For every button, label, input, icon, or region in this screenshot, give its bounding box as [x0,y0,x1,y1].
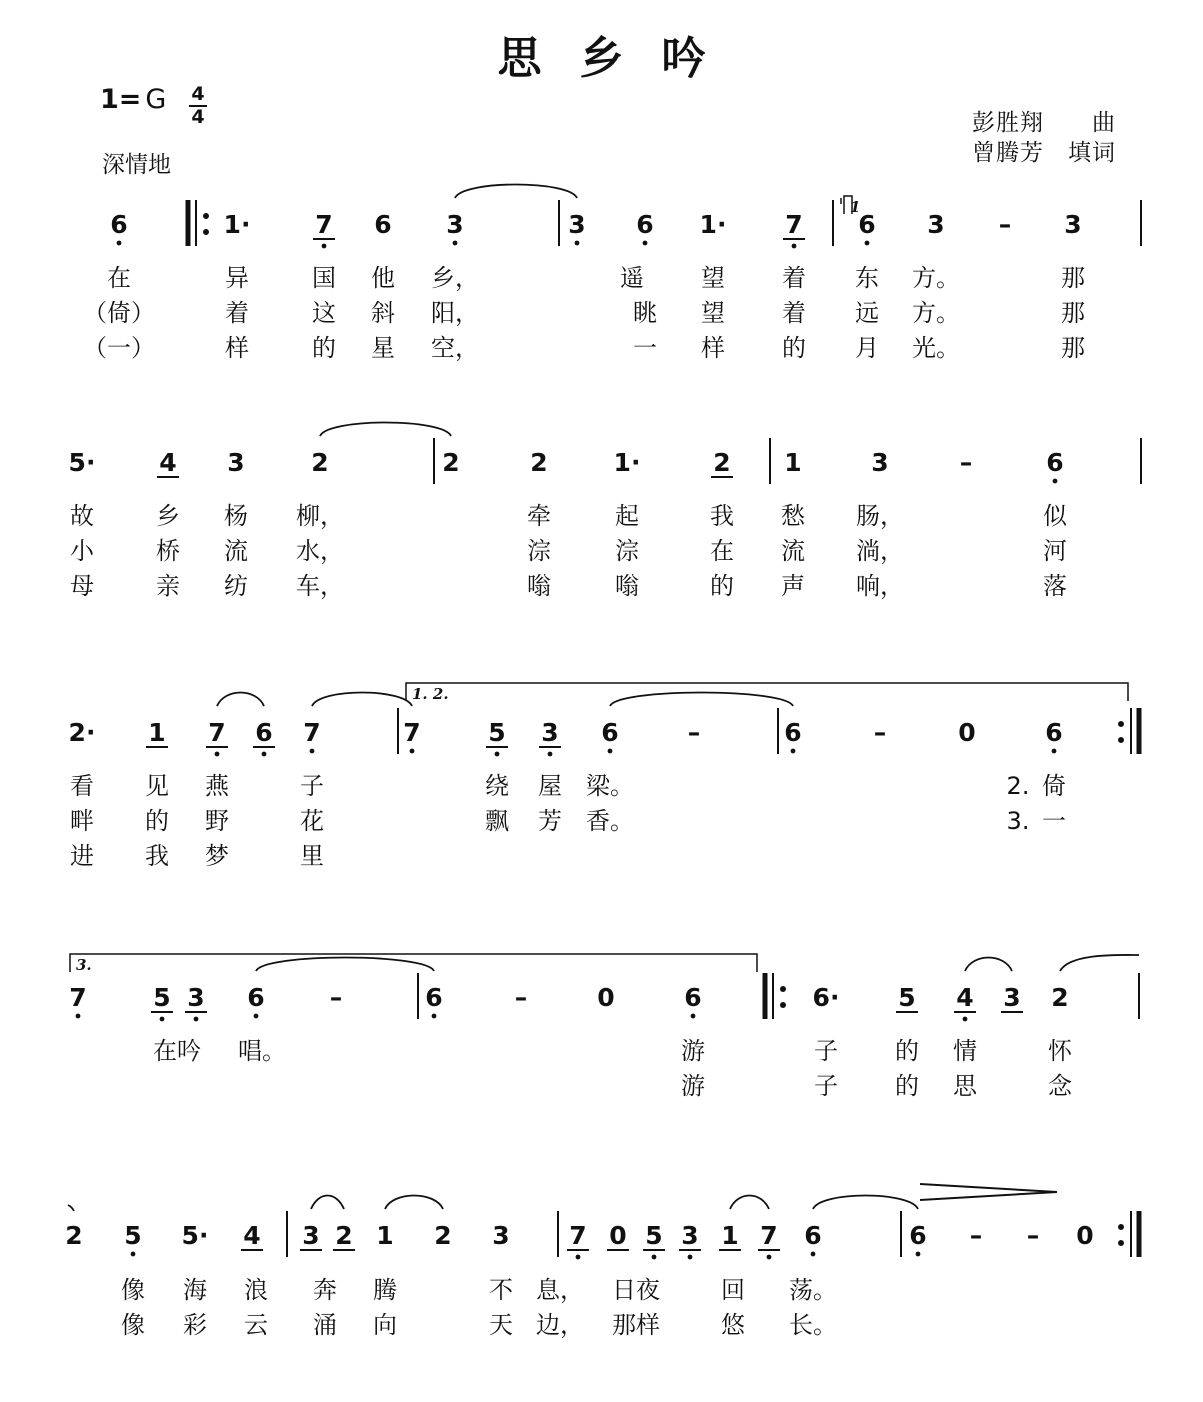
lyric-syllable: 念 [1048,1072,1072,1100]
lyric-syllable: 星 [371,334,395,362]
key-note: G [145,84,167,115]
lyric-syllable: 日夜 [612,1276,660,1304]
octave-dot-below [117,241,122,246]
lyric-syllable: 子 [814,1037,838,1065]
note: 7 [569,1221,587,1250]
repeat-dot [203,229,209,235]
note: 6 [1046,448,1064,477]
octave-dot-below [688,1255,693,1260]
lyric-syllable: 像 [121,1311,145,1339]
lyric-syllable: 花 [300,807,324,835]
lyric-syllable: 望 [701,264,725,292]
note: 6 [601,718,619,747]
note: – [329,983,343,1012]
note: 6 [909,1221,927,1250]
lyric-syllable: 情 [953,1037,977,1065]
octave-dot-below [767,1255,772,1260]
note: 0 [597,983,615,1012]
time-signature-bottom: 4 [191,106,205,128]
octave-dot-below [262,752,267,757]
composer-credit: 彭胜翔 曲 [972,110,1116,136]
octave-dot-below [548,752,553,757]
note: 3 [927,210,945,239]
lyric-syllable: 彩 [183,1311,207,1339]
lyric-syllable: 的 [145,807,169,835]
note: 5 [645,1221,663,1250]
note: 6 [247,983,265,1012]
note: 1 [376,1221,394,1250]
lyric-syllable: 子 [814,1072,838,1100]
lyric-syllable: 思 [953,1072,977,1100]
lyric-syllable: 望 [701,299,725,327]
lyric-syllable: 子 [300,772,324,800]
lyric-syllable: 方。 [912,264,960,292]
tie-slur [320,423,451,437]
note: 0 [1076,1221,1094,1250]
octave-dot-below [576,1255,581,1260]
note: 5· [181,1221,209,1250]
note: 2 [713,448,731,477]
note: 6 [636,210,654,239]
lyric-syllable: 腾 [373,1276,397,1304]
lyric-syllable: 母 [70,572,94,600]
octave-dot-below [495,752,500,757]
lyric-syllable: 在吟 [153,1037,201,1065]
octave-dot-below [691,1014,696,1019]
octave-dot-below [310,749,315,754]
lyric-syllable: 车， [296,572,344,600]
note: 7 [403,718,421,747]
lyric-syllable: 那样 [612,1311,660,1339]
lyric-syllable: 阳， [431,299,479,327]
key-prefix: 1= [100,84,142,115]
lyric-syllable: 一 [1042,807,1066,835]
octave-dot-below [1053,479,1058,484]
octave-dot-below [160,1017,165,1022]
lyric-syllable: 3. [1006,807,1030,835]
page-title: 思乡吟 [497,33,744,84]
lyric-syllable: 海 [183,1276,207,1304]
lyric-syllable: 嗡 [527,572,551,600]
note: 3 [302,1221,320,1250]
note: – [687,718,701,747]
note: 1 [148,718,166,747]
note: 2 [311,448,329,477]
note: 3 [541,718,559,747]
note: 6 [804,1221,822,1250]
lyric-syllable: 着 [782,264,806,292]
note: 5 [898,983,916,1012]
tempo-marking: 深情地 [102,152,171,178]
octave-dot-below [575,241,580,246]
note: 5· [68,448,96,477]
lyric-syllable: 天 [489,1311,513,1339]
lyric-syllable: 梦 [205,842,229,870]
lyric-syllable: 愁 [781,502,805,530]
lyric-syllable: 悠 [721,1311,745,1339]
tie-slur [385,1196,443,1210]
note: 3 [681,1221,699,1250]
lyric-syllable: 边， [536,1311,584,1339]
tie-slur [730,1196,769,1210]
lyric-syllable: 小 [70,537,94,565]
lyric-syllable: 声 [781,572,805,600]
octave-dot-below [254,1014,259,1019]
lyric-syllable: 芳 [538,807,562,835]
octave-dot-below [865,241,870,246]
note: 7 [69,983,87,1012]
note: – [969,1221,983,1250]
lyric-syllable: 息， [536,1276,584,1304]
lyric-syllable: 眺 [633,299,657,327]
lyric-syllable: 我 [710,502,734,530]
note: 6 [425,983,443,1012]
lyric-syllable: 杨 [224,502,248,530]
note: 2 [65,1221,83,1250]
lyric-syllable: 那 [1061,334,1085,362]
note: 3 [492,1221,510,1250]
lyric-syllable: 遥 [620,264,644,292]
octave-dot-below [410,749,415,754]
lyric-syllable: 纺 [224,572,248,600]
repeat-dot [1118,737,1124,743]
lyric-syllable: 斜 [371,299,395,327]
note: 0 [958,718,976,747]
lyric-syllable: 在 [107,264,131,292]
tie-slur [610,693,793,707]
tie-slur [1060,955,1139,971]
volta-label: 1. 2. [412,685,449,703]
note: 6 [255,718,273,747]
octave-dot-below [643,241,648,246]
lyric-syllable: 水， [296,537,344,565]
note: 5 [124,1221,142,1250]
lyric-syllable: 不 [489,1276,513,1304]
lyric-syllable: 似 [1043,502,1067,530]
lyric-syllable: 淌， [856,537,904,565]
octave-dot-below [1052,749,1057,754]
lyric-syllable: 落 [1043,572,1067,600]
lyric-syllable: 里 [300,842,324,870]
volta-bracket [406,683,1128,701]
lyric-syllable: 涌 [313,1311,337,1339]
lyric-syllable: 淙 [527,537,551,565]
octave-dot-below [322,244,327,249]
lyric-syllable: 的 [312,334,336,362]
lyric-syllable: 的 [895,1072,919,1100]
lyric-syllable: 远 [855,299,879,327]
lyric-syllable: （一） [83,334,155,362]
lyric-syllable: 进 [70,842,94,870]
note: 1 [784,448,802,477]
note: 1· [223,210,251,239]
lyric-syllable: 我 [145,842,169,870]
repeat-dot [1118,1224,1124,1230]
lyric-syllable: 嗡 [615,572,639,600]
lyric-syllable: 光。 [912,334,960,362]
tie-slur [965,958,1012,972]
note: 1· [699,210,727,239]
note: – [959,448,973,477]
lyric-syllable: 倚 [1042,772,1066,800]
lyric-syllable: （倚） [83,299,155,327]
lyric-syllable: 梁。 [586,772,634,800]
lyric-syllable: 一 [633,334,657,362]
repeat-dot [1118,1240,1124,1246]
lyric-syllable: 这 [312,299,336,327]
lyric-syllable: 的 [895,1037,919,1065]
tie-slur [217,693,264,707]
lyric-syllable: 乡， [431,264,479,292]
octave-dot-below [811,1252,816,1257]
octave-dot-below [76,1014,81,1019]
lyric-syllable: 亲 [156,572,180,600]
lyric-syllable: 那 [1061,264,1085,292]
lyric-syllable: 的 [710,572,734,600]
lyric-syllable: 飘 [485,807,509,835]
note: 3 [1064,210,1082,239]
lyric-syllable: 响， [856,572,904,600]
note: 2 [1051,983,1069,1012]
note: 7 [785,210,803,239]
note: 3 [1003,983,1021,1012]
note: 1· [613,448,641,477]
lyric-syllable: 长。 [789,1311,837,1339]
octave-dot-below [652,1255,657,1260]
volta-label: 3. [76,956,92,974]
tie-slur [68,1205,74,1211]
tie-slur [311,1196,344,1210]
note: 6 [784,718,802,747]
note: 6 [858,210,876,239]
tie-slur [455,185,577,199]
lyric-syllable: 月 [855,334,879,362]
octave-dot-below [608,749,613,754]
note: 7 [315,210,333,239]
tie-slur [813,1196,918,1210]
lyric-syllable: 淙 [615,537,639,565]
note: 2· [68,718,96,747]
note: – [1026,1221,1040,1250]
note: 2 [434,1221,452,1250]
note: – [998,210,1012,239]
lyric-syllable: 故 [70,502,94,530]
lyric-syllable: 燕 [205,772,229,800]
note: 7 [208,718,226,747]
note: 0 [609,1221,627,1250]
note: 7 [303,718,321,747]
lyric-syllable: 绕 [485,772,509,800]
lyric-syllable: 肠， [856,502,904,530]
note: 7 [760,1221,778,1250]
lyric-syllable: 流 [224,537,248,565]
lyric-syllable: 乡 [156,502,180,530]
note: 2 [335,1221,353,1250]
lyric-syllable: 样 [701,334,725,362]
lyric-syllable: 游 [681,1072,705,1100]
lyric-syllable: 方。 [912,299,960,327]
decrescendo-hairpin [920,1184,1057,1200]
octave-dot-below [963,1017,968,1022]
repeat-dot [203,213,209,219]
lyric-syllable: 看 [70,772,94,800]
repeat-dot [1118,721,1124,727]
tie-slur [312,693,412,707]
octave-dot-below [453,241,458,246]
octave-dot-below [432,1014,437,1019]
lyric-syllable: 空， [431,334,479,362]
lyric-syllable: 向 [373,1311,397,1339]
note: – [873,718,887,747]
octave-dot-below [131,1252,136,1257]
note: 2 [442,448,460,477]
lyric-syllable: 2. [1006,772,1030,800]
note: 6 [374,210,392,239]
note: 3 [871,448,889,477]
octave-dot-below [215,752,220,757]
time-signature-top: 4 [191,83,205,105]
lyric-syllable: 起 [615,502,639,530]
repeat-dot [780,1002,786,1008]
octave-dot-below [194,1017,199,1022]
lyric-syllable: 样 [225,334,249,362]
lyric-syllable: 东 [855,264,879,292]
lyric-syllable: 云 [244,1311,268,1339]
note: 1 [721,1221,739,1250]
lyric-syllable: 在 [710,537,734,565]
lyric-syllable: 流 [781,537,805,565]
lyric-syllable: 的 [782,334,806,362]
tie-slur [256,958,434,972]
lyric-syllable: 野 [205,807,229,835]
lyric-syllable: 国 [312,264,336,292]
lyric-syllable: 回 [721,1276,745,1304]
note: 6· [812,983,840,1012]
note: – [514,983,528,1012]
note: 3 [446,210,464,239]
lyric-syllable: 异 [225,264,249,292]
octave-dot-below [791,749,796,754]
note: 3 [187,983,205,1012]
lyric-syllable: 唱。 [238,1037,286,1065]
lyric-syllable: 浪 [244,1276,268,1304]
lyric-syllable: 着 [782,299,806,327]
note: 4 [243,1221,261,1250]
lyric-syllable: 着 [225,299,249,327]
lyric-syllable: 桥 [156,537,180,565]
note: 2 [530,448,548,477]
note: 3 [227,448,245,477]
repeat-dot [780,986,786,992]
octave-dot-below [916,1252,921,1257]
lyric-syllable: 奔 [313,1276,337,1304]
octave-dot-below [792,244,797,249]
lyric-syllable: 他 [371,264,395,292]
lyric-syllable: 像 [121,1276,145,1304]
lyric-syllable: 畔 [70,807,94,835]
note: 4 [159,448,177,477]
note: 3 [568,210,586,239]
lyricist-credit: 曾腾芳 填词 [972,140,1116,166]
lyric-syllable: 怀 [1048,1037,1072,1065]
lyric-syllable: 河 [1043,537,1067,565]
note: 6 [110,210,128,239]
lyric-syllable: 屋 [538,772,562,800]
lyric-syllable: 香。 [586,807,634,835]
note: 6 [684,983,702,1012]
note: 4 [956,983,974,1012]
lyric-syllable: 那 [1061,299,1085,327]
lyric-syllable: 荡。 [789,1276,837,1304]
lyric-syllable: 牵 [527,502,551,530]
lyric-syllable: 柳， [296,502,344,530]
note: 5 [488,718,506,747]
note: 6 [1045,718,1063,747]
lyric-syllable: 见 [145,772,169,800]
note: 5 [153,983,171,1012]
lyric-syllable: 游 [681,1037,705,1065]
volta-label: 1 [850,198,861,216]
